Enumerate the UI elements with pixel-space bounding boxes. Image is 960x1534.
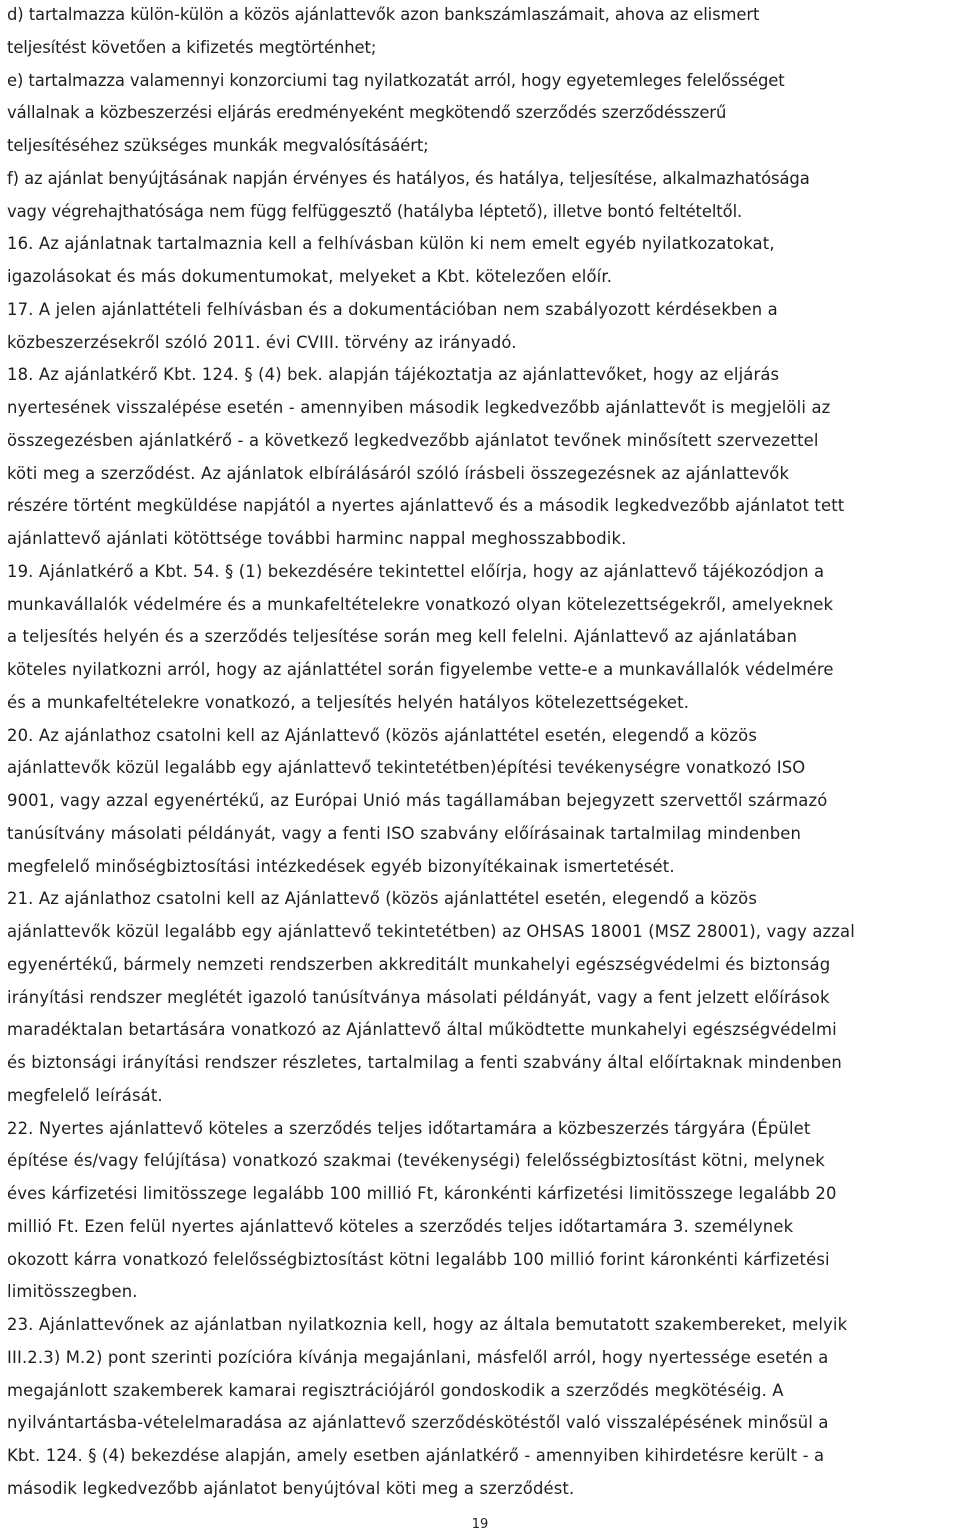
text-line: okozott kárra vonatkozó felelősségbiztosítást kötni legalább 100 millió forint káronkénti kárfizetési [7, 1249, 830, 1269]
text-line: vagy végrehajthatósága nem függ felfüggesztő (hatályba léptető), illetve bontó feltételtől. [7, 201, 743, 221]
text-line: egyenértékű, bármely nemzeti rendszerben akkreditált munkahelyi egészségvédelmi és biztonság [7, 954, 831, 974]
text-line: megfelelő leírását. [7, 1085, 163, 1105]
text-line: vállalnak a közbeszerzési eljárás eredményeként megkötendő szerződés szerződésszerű [7, 103, 727, 123]
text-line: 20. Az ajánlathoz csatolni kell az Ajánlattevő (közös ajánlattétel esetén, elegendő a közös [7, 725, 758, 745]
text-line: III.2.3) M.2) pont szerinti pozícióra kívánja megajánlani, másfelől arról, hogy nyertessége esetén a [7, 1347, 829, 1367]
text-line: Kbt. 124. § (4) bekezdése alapján, amely esetben ajánlatkérő - amennyiben kihirdetésre került - a [7, 1446, 825, 1465]
text-line: irányítási rendszer meglétét igazoló tanúsítványa másolati példányát, vagy a fent jelzett előírások [7, 987, 830, 1007]
text-line: éves kárfizetési limitösszege legalább 100 millió Ft, káronkénti kárfizetési limitösszege legalább 20 [7, 1184, 837, 1203]
text-line: limitösszegben. [7, 1282, 138, 1302]
page-number: 19 [471, 1517, 489, 1532]
text-line: ajánlattevő ajánlati kötöttsége további harminc nappal meghosszabbodik. [7, 529, 627, 548]
text-line: 17. A jelen ajánlattételi felhívásban és a dokumentációban nem szabályozott kérdésekben a [7, 299, 778, 319]
text-line: köteles nyilatkozni arról, hogy az ajánlattétel során figyelembe vette-e a munkavállalók védelmére [7, 660, 834, 679]
text-line: megfelelő minőségbiztosítási intézkedések egyéb bizonyítékainak ismertetését. [7, 856, 675, 876]
text-line: tanúsítvány másolati példányát, vagy a fenti ISO szabvány előírásainak tartalmilag mindenben [7, 823, 802, 843]
text-line: millió Ft. Ezen felül nyertes ajánlattevő köteles a szerződés teljes időtartamára 3. személynek [7, 1216, 794, 1236]
text-line: 22. Nyertes ajánlattevő köteles a szerződés teljes időtartamára a közbeszerzés tárgyára (Épület [7, 1118, 811, 1138]
text-line: 23. Ajánlattevőnek az ajánlatban nyilatkoznia kell, hogy az általa bemutatott szakembereket, melyik [7, 1315, 848, 1334]
text-line: köti meg a szerződést. Az ajánlatok elbírálásáról szóló írásbeli összegezésnek az ajánlattevők [7, 463, 790, 483]
text-line: 19. Ajánlatkérő a Kbt. 54. § (1) bekezdésére tekintettel előírja, hogy az ajánlattevő tájékozódjon a [7, 561, 825, 581]
text-line: és a munkafeltételekre vonatkozó, a teljesítés helyén hatályos kötelezettségeket. [7, 692, 690, 712]
text-line: e) tartalmazza valamennyi konzorciumi tag nyilatkozatát arról, hogy egyetemleges felelősséget [7, 70, 785, 90]
text-line: f) az ajánlat benyújtásának napján érvényes és hatályos, és hatálya, teljesítése, alkalmazhatósága [7, 168, 810, 188]
text-line: munkavállalók védelmére és a munkafeltételekre vonatkozó olyan kötelezettségekről, amelyeknek [7, 594, 834, 614]
text-line: 18. Az ajánlatkérő Kbt. 124. § (4) bek. alapján tájékoztatja az ajánlattevőket, hogy az eljárás [7, 365, 780, 385]
text-line: második legkedvezőbb ajánlatot benyújtóval köti meg a szerződést. [7, 1478, 575, 1498]
text-line: teljesítést követően a kifizetés megtörténhet; [7, 37, 377, 57]
text-line: építése és/vagy felújítása) vonatkozó szakmai (tevékenységi) felelősségbiztosítást kötni, melynek [7, 1151, 825, 1171]
text-line: 21. Az ajánlathoz csatolni kell az Ajánlattevő (közös ajánlattétel esetén, elegendő a közös [7, 889, 758, 909]
text-line: teljesítéséhez szükséges munkák megvalósításáért; [7, 136, 429, 155]
text-line: és biztonsági irányítási rendszer részletes, tartalmilag a fenti szabvány által előírtaknak mindenben [7, 1053, 842, 1072]
text-line: közbeszerzésekről szóló 2011. évi CVIII. törvény az irányadó. [7, 332, 517, 352]
text-line: ajánlattevők közül legalább egy ajánlattevő tekintetétben) az OHSAS 18001 (MSZ 28001), vagy azzal [7, 922, 855, 941]
text-line: megajánlott szakemberek kamarai regisztrációjáról gondoskodik a szerződés megkötéséig. A [7, 1380, 784, 1400]
text-line: összegezésben ajánlatkérő - a következő legkedvezőbb ajánlatot tevőnek minősített szervezettel [7, 430, 819, 450]
text-line: igazolásokat és más dokumentumokat, melyeket a Kbt. kötelezően előír. [7, 267, 613, 286]
text-line: 16. Az ajánlatnak tartalmaznia kell a felhívásban külön ki nem emelt egyéb nyilatkozatokat, [7, 234, 775, 254]
text-line: d) tartalmazza külön-külön a közös ajánlattevők azon bankszámlaszámait, ahova az elismert [7, 5, 760, 24]
text-line: részére történt megküldése napjától a nyertes ajánlattevő és a második legkedvezőbb ajánlatot tett [7, 496, 845, 516]
text-line: a teljesítés helyén és a szerződés teljesítése során meg kell felelni. Ajánlattevő az ajánlatában [7, 627, 798, 647]
text-line: maradéktalan betartására vonatkozó az Ajánlattevő által működtette munkahelyi egészségvédelmi [7, 1020, 837, 1040]
text-line: nyertesének visszalépése esetén - amennyiben második legkedvezőbb ajánlattevőt is megjelöli az [7, 398, 831, 417]
text-line: 9001, vagy azzal egyenértékű, az Európai Unió más tagállamában bejegyzett szervettől származó [7, 791, 828, 810]
text-line: nyilvántartásba-vételelmaradása az ajánlattevő szerződéskötéstől való visszalépésének minősül a [7, 1413, 829, 1433]
text-line: ajánlattevők közül legalább egy ajánlattevő tekintetétben)építési tevékenységre vonatkozó ISO [7, 758, 806, 778]
